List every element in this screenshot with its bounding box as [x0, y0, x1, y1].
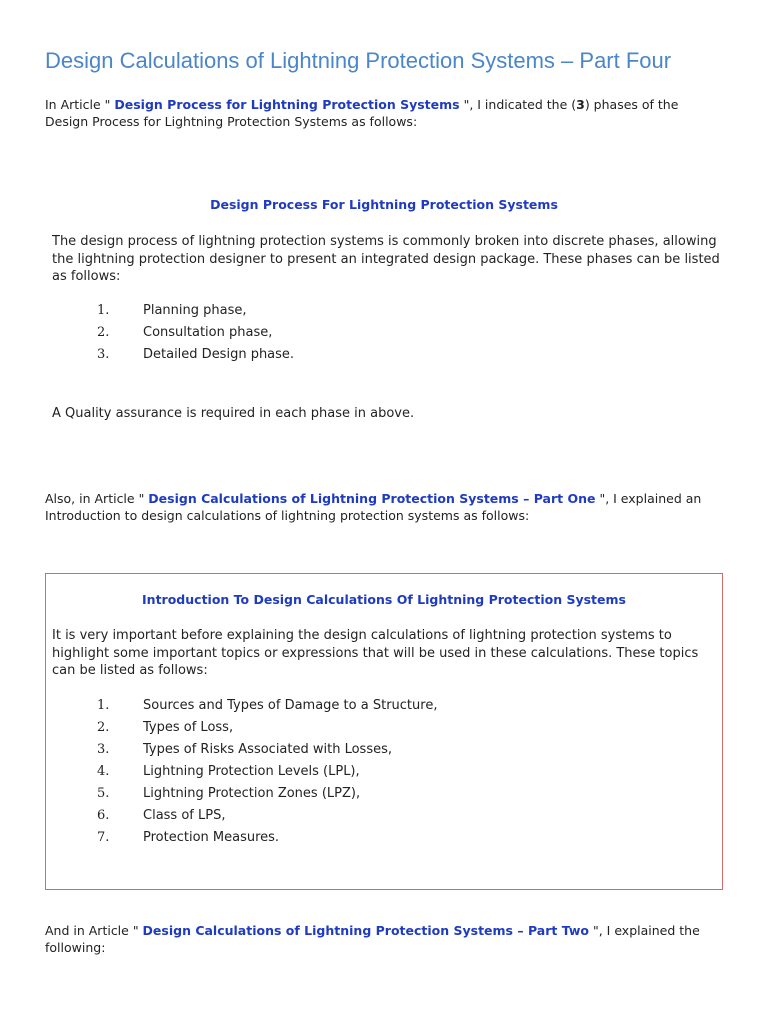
list-text: Protection Measures. — [143, 830, 280, 845]
link-part-one[interactable]: Design Calculations of Lightning Protection Systems – Part One — [148, 491, 596, 506]
list-item — [0, 742, 768, 764]
list-text: Lightning Protection Levels (LPL), — [143, 764, 360, 779]
list-number: 6. — [97, 808, 110, 823]
section1-text: The design process of lightning protection systems is commonly broken into discrete phases, allowing the lightning protection designer to present an integrated design package. These phases can be listed as follows: — [52, 234, 720, 284]
also-prefix: Also, in Article " — [45, 491, 149, 506]
list-number: 2. — [97, 325, 110, 340]
list-item — [0, 808, 768, 830]
list-number: 3. — [97, 347, 110, 362]
list-number: 1. — [97, 303, 110, 318]
phase-count: 3 — [576, 97, 585, 112]
list-number: 5. — [97, 786, 110, 801]
intro-suffix: ) phases of the Design Process for Lightning Protection Systems as follows: — [45, 97, 679, 129]
list-number: 3. — [97, 742, 110, 757]
list-item — [0, 325, 768, 347]
list-text: Class of LPS, — [143, 808, 226, 823]
list-number: 1. — [97, 698, 110, 713]
topics-list — [0, 698, 768, 852]
section1-heading: Design Process For Lightning Protection Systems — [210, 197, 558, 212]
list-item — [0, 786, 768, 808]
page-title: Design Calculations of Lightning Protection Systems – Part Four — [45, 48, 672, 73]
list-item — [0, 698, 768, 720]
andin-paragraph — [45, 922, 725, 956]
intro-prefix: In Article " — [45, 97, 115, 112]
list-text: Sources and Types of Damage to a Structure, — [143, 698, 438, 713]
section2-heading: Introduction To Design Calculations Of Lightning Protection Systems — [142, 592, 626, 607]
link-part-two[interactable]: Design Calculations of Lightning Protection Systems – Part Two — [142, 923, 589, 938]
list-item — [0, 303, 768, 325]
phase-list — [0, 303, 768, 369]
list-text: Planning phase, — [143, 303, 247, 318]
list-number: 7. — [97, 830, 110, 845]
list-item — [0, 830, 768, 852]
list-text: Lightning Protection Zones (LPZ), — [143, 786, 361, 801]
intro-mid: ", I indicated the ( — [459, 97, 577, 112]
andin-suffix: ", I explained the following: — [45, 923, 700, 955]
list-text: Types of Risks Associated with Losses, — [143, 742, 393, 757]
list-number: 2. — [97, 720, 110, 735]
list-text: Detailed Design phase. — [143, 347, 295, 362]
list-item — [0, 347, 768, 369]
intro-paragraph — [45, 96, 725, 130]
list-item — [0, 764, 768, 786]
link-design-process[interactable]: Design Process for Lightning Protection Systems — [114, 97, 460, 112]
also-paragraph — [45, 490, 725, 524]
list-item — [0, 720, 768, 742]
andin-prefix: And in Article " — [45, 923, 143, 938]
also-suffix: ", I explained an Introduction to design calculations of lightning protection systems as follows: — [45, 491, 702, 523]
quality-note: A Quality assurance is required in each phase in above. — [52, 406, 415, 421]
list-number: 4. — [97, 764, 110, 779]
section2-text: It is very important before explaining the design calculations of lightning protection systems to highlight some important topics or expressions that will be used in these calculations. These topics can be listed as follows: — [52, 628, 699, 678]
list-text: Types of Loss, — [143, 720, 234, 735]
list-text: Consultation phase, — [143, 325, 273, 340]
